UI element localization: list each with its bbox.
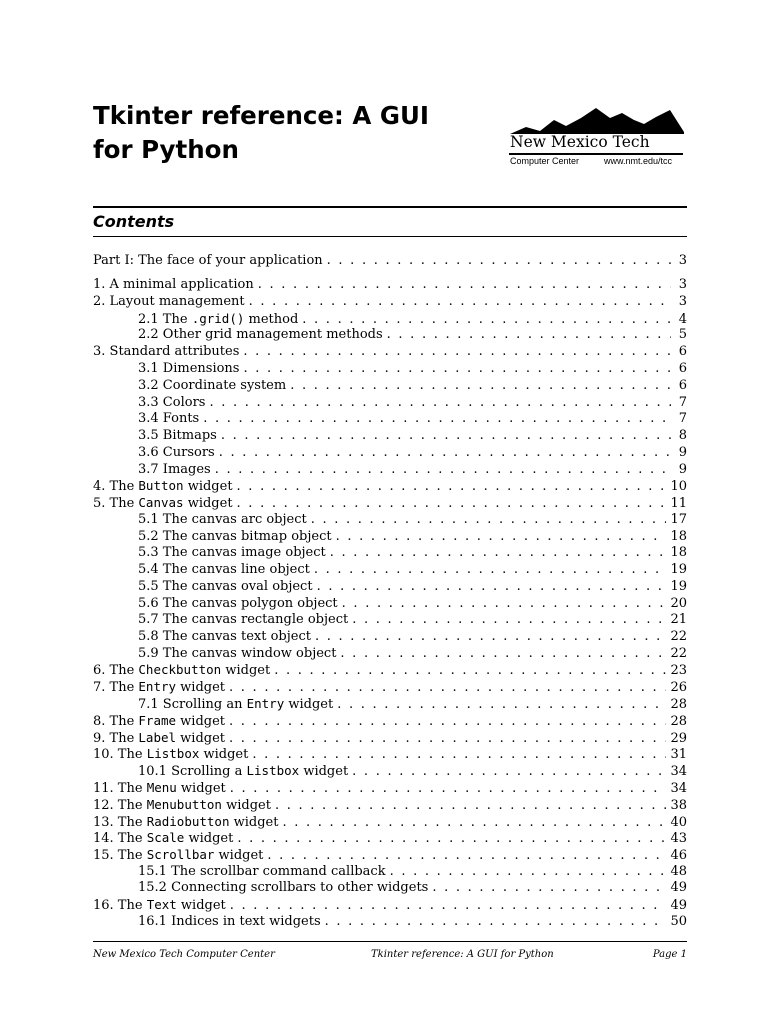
toc-entry-label (93, 628, 315, 645)
toc-entry-text: 3.4 Fonts (138, 411, 200, 426)
toc-entry-text: widget (184, 831, 234, 846)
toc-page-number: 3 (678, 277, 687, 292)
toc-entry-label (93, 276, 258, 293)
toc-entry[interactable] (93, 695, 687, 712)
toc-entry-text: widget (176, 898, 226, 913)
toc-entry[interactable] (93, 360, 687, 377)
toc-page-number: 40 (670, 815, 687, 830)
toc-entry-text: 3.7 Images (138, 462, 211, 477)
toc-leader-dots (352, 763, 666, 780)
toc-page-number: 49 (670, 898, 687, 913)
toc-page-number: 6 (678, 361, 687, 376)
toc-leader-dots (327, 252, 671, 269)
toc-leader-dots (237, 478, 667, 495)
toc-entry-text: 14. The (93, 831, 147, 846)
toc-leader-dots (330, 544, 667, 561)
toc-entry-label (93, 578, 317, 595)
toc-leader-dots (237, 495, 667, 512)
toc-leader-dots (390, 863, 667, 880)
toc-page-number: 7 (678, 411, 687, 426)
toc-entry[interactable] (93, 394, 687, 411)
toc-entry[interactable] (93, 678, 687, 695)
toc-entry-text: 5.6 The canvas polygon object (138, 596, 338, 611)
toc-entry-text: 11. The (93, 781, 147, 796)
toc-entry-code: Scrollbar (146, 847, 215, 862)
toc-entry-label (93, 762, 352, 780)
toc-leader-dots (387, 326, 671, 343)
toc-entry-label (93, 796, 275, 814)
toc-entry[interactable] (93, 528, 687, 545)
toc-entry-text: widget (284, 697, 334, 712)
toc-entry-text: 2.1 The (138, 312, 192, 327)
toc-entry-code: Frame (138, 713, 177, 728)
contents-top-rule (93, 206, 687, 208)
toc-entry-label (93, 293, 249, 310)
toc-leader-dots (221, 427, 671, 444)
toc-leader-dots (317, 578, 667, 595)
toc-entry-text: 4. The (93, 479, 139, 494)
logo-subtitle-left: Computer Center (510, 156, 580, 166)
toc-leader-dots (237, 830, 666, 847)
toc-entry-label (93, 913, 325, 930)
toc-entry-text: widget (176, 714, 226, 729)
toc-entry-code: Menu (146, 780, 177, 795)
toc-entry-label (93, 661, 274, 679)
toc-entry[interactable] (93, 796, 687, 813)
document-title: Tkinter reference: A GUI for Python (93, 101, 429, 164)
toc-entry-label (93, 326, 387, 343)
toc-page-number: 4 (678, 312, 687, 327)
toc-entry[interactable] (93, 293, 687, 310)
toc-page-number: 18 (670, 529, 687, 544)
toc-entry-code: Radiobutton (146, 814, 230, 829)
toc-page-number: 10 (670, 479, 687, 494)
toc-entry[interactable] (93, 661, 687, 678)
toc-entry-text: widget (214, 848, 264, 863)
toc-entry-text: widget (221, 663, 271, 678)
toc-page-number: 38 (670, 798, 687, 813)
toc-page-number: 19 (670, 562, 687, 577)
toc-entry-text: 16. The (93, 898, 147, 913)
toc-entry[interactable] (93, 461, 687, 478)
toc-entry-text: 3.2 Coordinate system (138, 378, 287, 393)
toc-entry[interactable] (93, 410, 687, 427)
toc-entry[interactable] (93, 863, 687, 880)
logo-wordmark: New Mexico Tech (510, 133, 650, 151)
toc-leader-dots (342, 595, 667, 612)
toc-leader-dots (315, 628, 666, 645)
toc-entry-label (93, 863, 390, 880)
toc-leader-dots (203, 410, 671, 427)
toc-entry-text: widget (176, 781, 226, 796)
toc-page-number: 8 (678, 428, 687, 443)
toc-entry-text: 3. Standard attributes (93, 344, 240, 359)
toc-entry[interactable] (93, 611, 687, 628)
toc-leader-dots (275, 797, 667, 814)
toc-entry-label (93, 377, 290, 394)
toc-entry-label (93, 879, 432, 896)
toc-page-number: 22 (670, 646, 687, 661)
toc-page-number: 7 (678, 395, 687, 410)
toc-entry-text: 15.1 The scrollbar command callback (138, 864, 386, 879)
toc-entry-text: Part I: The face of your application (93, 253, 323, 268)
toc-leader-dots (267, 847, 666, 864)
toc-entry[interactable] (93, 745, 687, 762)
toc-page-number: 3 (678, 294, 687, 309)
toc-entry-label (93, 360, 243, 377)
toc-entry-text: 5.5 The canvas oval object (138, 579, 313, 594)
toc-entry-text: 5.3 The canvas image object (138, 545, 326, 560)
toc-entry-label (93, 779, 230, 797)
toc-entry[interactable] (93, 561, 687, 578)
toc-entry-text: widget (299, 764, 349, 779)
toc-leader-dots (258, 276, 671, 293)
toc-entry-code: Canvas (138, 495, 184, 510)
toc-page-number: 23 (670, 663, 687, 678)
toc-page-number: 6 (678, 378, 687, 393)
toc-entry-label (93, 252, 327, 269)
toc-page-number: 34 (670, 764, 687, 779)
toc-entry-label (93, 645, 340, 662)
toc-entry-text: 1. A minimal application (93, 277, 254, 292)
toc-entry-label (93, 544, 330, 561)
toc-entry-label (93, 394, 209, 411)
toc-page-number: 46 (670, 848, 687, 863)
toc-entry-label (93, 712, 229, 730)
toc-entry-code: Scale (146, 830, 185, 845)
toc-page-number: 17 (670, 512, 687, 527)
toc-entry-text: 13. The (93, 815, 147, 830)
toc-page-number: 28 (670, 714, 687, 729)
contents-bottom-rule (93, 236, 687, 237)
toc-entry-code: Entry (138, 679, 177, 694)
toc-entry-text: 10. The (93, 747, 147, 762)
toc-entry-text: 5.9 The canvas window object (138, 646, 337, 661)
toc-entry[interactable] (93, 813, 687, 830)
toc-page-number: 19 (670, 579, 687, 594)
contents-heading: Contents (93, 212, 175, 231)
toc-entry-label (93, 461, 215, 478)
toc-leader-dots (230, 780, 667, 797)
toc-entry[interactable] (93, 628, 687, 645)
toc-entry[interactable] (93, 377, 687, 394)
toc-leader-dots (432, 879, 666, 896)
toc-entry-text: 8. The (93, 714, 139, 729)
toc-page-number: 9 (678, 462, 687, 477)
toc-entry-label (93, 494, 237, 512)
toc-entry-text: 5.2 The canvas bitmap object (138, 529, 332, 544)
toc-entry[interactable] (93, 444, 687, 461)
toc-entry-label (93, 511, 311, 528)
toc-entry[interactable] (93, 578, 687, 595)
toc-entry[interactable] (93, 829, 687, 846)
toc-entry-code: Checkbutton (138, 662, 222, 677)
toc-entry-label (93, 444, 219, 461)
toc-leader-dots (340, 645, 666, 662)
toc-page-number: 34 (670, 781, 687, 796)
toc-leader-dots (243, 360, 671, 377)
toc-leader-dots (336, 528, 667, 545)
toc-leader-dots (209, 394, 671, 411)
toc-page-number: 18 (670, 545, 687, 560)
toc-entry-label (93, 745, 252, 763)
toc-page-number: 5 (678, 327, 687, 342)
logo-rule (509, 153, 683, 155)
toc-leader-dots (311, 511, 667, 528)
toc-entry-label (93, 427, 221, 444)
toc-page-number: 48 (670, 864, 687, 879)
toc-entry-label (93, 343, 243, 360)
toc-entry[interactable] (93, 595, 687, 612)
toc-entry-text: 9. The (93, 731, 139, 746)
toc-entry[interactable] (93, 762, 687, 779)
toc-entry[interactable] (93, 477, 687, 494)
toc-page-number: 3 (678, 253, 687, 268)
toc-leader-dots (230, 897, 667, 914)
toc-entry-text: widget (229, 815, 279, 830)
toc-leader-dots (290, 377, 671, 394)
toc-entry[interactable] (93, 494, 687, 511)
toc-entry[interactable] (93, 846, 687, 863)
toc-leader-dots (274, 662, 666, 679)
toc-entry-text: 3.3 Colors (138, 395, 206, 410)
toc-entry-label (93, 846, 267, 864)
toc-entry-code: Button (138, 478, 184, 493)
toc-leader-dots (229, 679, 666, 696)
toc-entry-label (93, 528, 336, 545)
toc-page-number: 28 (670, 697, 687, 712)
toc-entry-label (93, 477, 237, 495)
toc-entry-text: 3.1 Dimensions (138, 361, 240, 376)
toc-entry[interactable] (93, 326, 687, 343)
toc-entry[interactable] (93, 252, 687, 269)
footer-rule (93, 941, 687, 942)
toc-entry-text: 5.4 The canvas line object (138, 562, 310, 577)
toc-entry-label (93, 410, 203, 427)
toc-entry-code: .grid() (191, 311, 245, 326)
toc-leader-dots (243, 343, 671, 360)
toc-entry-text: widget (221, 798, 271, 813)
toc-page-number: 22 (670, 629, 687, 644)
toc-entry-text: 2. Layout management (93, 294, 245, 309)
toc-page-number: 21 (670, 612, 687, 627)
toc-entry-label (93, 611, 352, 628)
toc-page-number: 6 (678, 344, 687, 359)
toc-entry-code: Entry (246, 696, 285, 711)
footer-left: New Mexico Tech Computer Center (93, 949, 275, 960)
toc-entry-text: 5.7 The canvas rectangle object (138, 612, 349, 627)
toc-entry-label (93, 896, 230, 914)
toc-entry[interactable] (93, 913, 687, 930)
toc-entry-label (93, 829, 237, 847)
toc-page-number: 9 (678, 445, 687, 460)
toc-leader-dots (219, 444, 671, 461)
toc-entry-text: widget (176, 680, 226, 695)
toc-page-number: 26 (670, 680, 687, 695)
toc-entry-text: 10.1 Scrolling a (138, 764, 247, 779)
toc-entry-text: 12. The (93, 798, 147, 813)
toc-entry[interactable] (93, 427, 687, 444)
toc-leader-dots (352, 611, 666, 628)
toc-entry-text: 3.5 Bitmaps (138, 428, 217, 443)
toc-leader-dots (337, 696, 666, 713)
toc-entry-text: widget (176, 731, 226, 746)
toc-entry[interactable] (93, 779, 687, 796)
toc-entry[interactable] (93, 896, 687, 913)
toc-entry-text: method (244, 312, 299, 327)
toc-entry-text: 6. The (93, 663, 139, 678)
toc-leader-dots (325, 913, 667, 930)
toc-entry-text: widget (199, 747, 249, 762)
toc-entry-text: 7. The (93, 680, 139, 695)
toc-entry-text: 5.8 The canvas text object (138, 629, 311, 644)
toc-entry-text: widget (183, 496, 233, 511)
toc-page-number: 11 (670, 496, 687, 511)
toc-entry-code: Label (138, 730, 177, 745)
toc-page-number: 50 (670, 914, 687, 929)
toc-entry-label (93, 561, 314, 578)
toc-leader-dots (249, 293, 671, 310)
footer-center: Tkinter reference: A GUI for Python (371, 949, 554, 960)
toc-page-number: 20 (670, 596, 687, 611)
footer-page-number: Page 1 (652, 949, 687, 960)
toc-entry-text: 16.1 Indices in text widgets (138, 914, 321, 929)
toc-leader-dots (229, 713, 666, 730)
toc-entry-label (93, 695, 337, 713)
toc-leader-dots (252, 746, 666, 763)
toc-entry-text: 5. The (93, 496, 139, 511)
toc-entry[interactable] (93, 712, 687, 729)
toc-entry-text: 3.6 Cursors (138, 445, 215, 460)
toc-page-number: 43 (670, 831, 687, 846)
toc-entry[interactable] (93, 645, 687, 662)
toc-entry[interactable] (93, 544, 687, 561)
toc-entry-text: 15.2 Connecting scrollbars to other widgets (138, 880, 429, 895)
toc-entry-label (93, 595, 342, 612)
toc-entry-code: Listbox (146, 746, 200, 761)
toc-leader-dots (314, 561, 667, 578)
toc-entry-text: 2.2 Other grid management methods (138, 327, 383, 342)
toc-entry[interactable] (93, 729, 687, 746)
toc-page-number: 49 (670, 880, 687, 895)
toc-entry-code: Text (146, 897, 177, 912)
toc-entry-code: Menubutton (146, 797, 222, 812)
toc-entry-code: Listbox (246, 763, 300, 778)
toc-page-number: 31 (670, 747, 687, 762)
toc-entry[interactable] (93, 879, 687, 896)
logo-subtitle-right: www.nmt.edu/tcc (604, 156, 673, 166)
toc-entry[interactable] (93, 343, 687, 360)
toc-entry-label (93, 678, 229, 696)
toc-entry-text: 7.1 Scrolling an (138, 697, 247, 712)
toc-entry[interactable] (93, 276, 687, 293)
toc-leader-dots (215, 461, 671, 478)
toc-entry-text: 5.1 The canvas arc object (138, 512, 307, 527)
toc-entry-text: widget (183, 479, 233, 494)
toc-entry[interactable] (93, 511, 687, 528)
toc-entry[interactable] (93, 310, 687, 327)
toc-page-number: 29 (670, 731, 687, 746)
toc-entry-text: 15. The (93, 848, 147, 863)
